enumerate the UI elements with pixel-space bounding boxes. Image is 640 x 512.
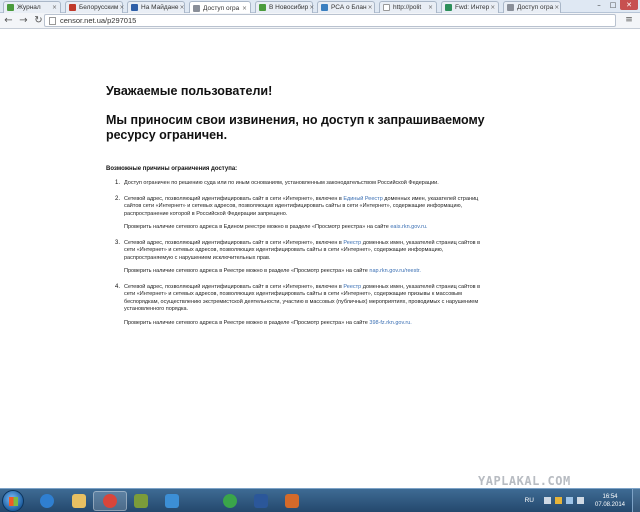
- reason-text: [124, 196, 489, 219]
- menu-icon[interactable]: ≡: [625, 15, 633, 25]
- mail-icon: [223, 494, 237, 508]
- taskbar-explorer[interactable]: [62, 491, 96, 511]
- check-site-link[interactable]: 398-fz.rkn.gov.ru.: [369, 319, 412, 326]
- tab-label: На Майдане: [141, 4, 179, 11]
- address-bar[interactable]: [44, 14, 616, 27]
- network-icon[interactable]: [566, 497, 573, 504]
- close-icon[interactable]: ×: [179, 4, 185, 11]
- start-button[interactable]: [2, 490, 24, 512]
- tab-label: Белорусским: [79, 4, 119, 11]
- browser-toolbar: [0, 13, 640, 29]
- reason-item: [106, 180, 506, 188]
- tab-fwd[interactable]: [441, 1, 499, 13]
- close-icon[interactable]: ×: [309, 4, 315, 11]
- flag-icon[interactable]: [555, 497, 562, 504]
- tab-belorusskim[interactable]: [65, 1, 123, 13]
- reason-number: 1.: [114, 180, 120, 186]
- clock-date: 07.08.2014: [594, 501, 626, 508]
- check-text: Проверить наличие сетевого адреса в Реестре можно в разделе «Просмотр реестра» на сайте: [124, 319, 368, 326]
- window-controls: [592, 0, 638, 10]
- favicon-icon: [69, 4, 76, 11]
- check-site-link[interactable]: eais.rkn.gov.ru.: [390, 224, 428, 230]
- tab-label: В Новосибир: [269, 4, 309, 11]
- registry-link[interactable]: Реестр: [343, 283, 362, 290]
- forward-icon[interactable]: →: [19, 15, 28, 26]
- tab-label: http://polit: [393, 4, 422, 11]
- arrow-up-icon[interactable]: [544, 497, 551, 504]
- registry-link[interactable]: Единый Реестр: [343, 195, 383, 202]
- tab-na-maidane[interactable]: [127, 1, 185, 13]
- taskbar-paint[interactable]: [275, 491, 309, 511]
- reason-body: [124, 240, 489, 276]
- reason-item: [106, 284, 506, 328]
- tab-v-novosibirske[interactable]: [255, 1, 313, 13]
- reason-body: [124, 284, 489, 328]
- tab-label: Журнал: [17, 4, 41, 11]
- close-icon[interactable]: ×: [427, 4, 433, 11]
- close-icon[interactable]: ×: [490, 4, 496, 11]
- taskbar-chrome[interactable]: [93, 491, 127, 511]
- close-icon[interactable]: ×: [367, 4, 373, 11]
- reason-number: 2.: [114, 195, 120, 202]
- reason-item: [106, 196, 506, 232]
- close-icon[interactable]: ×: [241, 4, 247, 12]
- clock-time: 16:54: [602, 493, 618, 500]
- taskbar-ie[interactable]: [30, 491, 64, 511]
- volume-icon[interactable]: [577, 497, 584, 504]
- taskbar-media[interactable]: [124, 491, 158, 511]
- paint-icon: [285, 494, 299, 508]
- maximize-icon[interactable]: □: [609, 1, 617, 9]
- reason-check: [124, 224, 489, 232]
- close-icon[interactable]: ×: [51, 4, 57, 11]
- tab-label: Доступ огра: [203, 4, 240, 12]
- reason-pre: Сетевой адрес, позволяющий идентифицировать сайт в сети «Интернет», включен в: [124, 195, 342, 202]
- reasons-heading: Возможные причины ограничения доступа:: [106, 166, 238, 172]
- clock[interactable]: [588, 493, 632, 509]
- internet-explorer-icon: [40, 494, 54, 508]
- blocked-page: [106, 84, 506, 335]
- favicon-icon: [7, 4, 14, 11]
- word-icon: [254, 494, 268, 508]
- bird-icon: [165, 494, 179, 508]
- folder-icon: [72, 494, 86, 508]
- check-text: Проверить наличие сетевого адреса в Реестре можно в разделе «Просмотр реестра» на сайте: [124, 268, 368, 274]
- show-desktop-button[interactable]: [632, 489, 640, 512]
- tab-label: РСА о Блан: [331, 4, 367, 11]
- page-icon: [383, 4, 390, 11]
- taskbar-word[interactable]: [244, 491, 278, 511]
- taskbar: [0, 488, 640, 512]
- back-icon[interactable]: ←: [4, 15, 13, 26]
- url-text: censor.net.ua/p297015: [60, 16, 137, 25]
- language-indicator[interactable]: RU: [524, 497, 534, 504]
- close-icon[interactable]: ×: [119, 4, 125, 11]
- reason-post: доменных имен, указателей страниц сайтов в сети «Интернет» и сетевых адресов, позволяющих идентифицировать сайты в сети «Интернет», содержащие информацию, распространяемую с нарушением исключительных прав.: [124, 239, 481, 261]
- check-site-link[interactable]: nap.rkn.gov.ru/reestr.: [369, 268, 421, 274]
- page-title: Уважаемые пользователи!: [106, 84, 273, 98]
- minimize-icon[interactable]: –: [597, 1, 601, 9]
- tab-zhurnal[interactable]: [3, 1, 61, 13]
- close-icon[interactable]: ×: [554, 4, 560, 11]
- reload-icon[interactable]: ↻: [34, 15, 43, 26]
- window-close-icon[interactable]: ✕: [620, 0, 638, 10]
- reason-pre: Сетевой адрес, позволяющий идентифицировать сайт в сети «Интернет», включен в: [124, 239, 342, 246]
- page-icon: [49, 17, 56, 25]
- watermark: YAPLAKAL.COM: [478, 474, 571, 488]
- favicon-icon: [193, 5, 200, 12]
- media-icon: [134, 494, 148, 508]
- reason-number: 4.: [114, 283, 120, 290]
- reason-pre: Сетевой адрес, позволяющий идентифицировать сайт в сети «Интернет», включен в: [124, 283, 342, 290]
- system-tray: [525, 489, 640, 512]
- reason-text: [124, 284, 489, 314]
- taskbar-mail[interactable]: [213, 491, 247, 511]
- reason-body: [124, 196, 489, 232]
- tab-bar: [0, 0, 640, 13]
- reasons-list: [106, 180, 506, 327]
- check-text: Проверить наличие сетевого адреса в Едином реестре можно в разделе «Просмотр реестра» на сайте: [124, 224, 389, 230]
- reason-item: [106, 240, 506, 276]
- reason-number: 3.: [114, 239, 120, 246]
- registry-link[interactable]: Реестр: [343, 239, 362, 246]
- page-subtitle: Мы приносим свои извинения, но доступ к запрашиваемому ресурсу ограничен.: [106, 113, 485, 142]
- tab-label: Доступ огра: [517, 4, 554, 11]
- reason-text: Доступ ограничен по решению суда или по иным основаниям, установленным законодательством Российской Федерации.: [124, 180, 439, 186]
- tab-label: Fwd: Интер: [455, 4, 490, 11]
- chrome-icon: [103, 494, 117, 508]
- favicon-icon: [131, 4, 138, 11]
- reason-post: доменных имен, указателей страниц сайтов сети «Интернет» и сетевых адресов, позволяющих идентифицировать сайты в сети «Интернет», содержащие информацию, распространение которой в Российской Федерации запрещено.: [124, 195, 479, 217]
- favicon-icon: [321, 4, 328, 11]
- taskbar-bird[interactable]: [155, 491, 189, 511]
- reason-check: [124, 268, 489, 276]
- tab-dostup-2[interactable]: [503, 1, 561, 13]
- reason-check: [124, 320, 489, 328]
- tab-polit[interactable]: [379, 1, 437, 13]
- favicon-icon: [507, 4, 514, 11]
- reason-post: доменных имен, указателей страниц сайтов в сети «Интернет» и сетевых адресов, позволяющих идентифицировать сайты в сети «Интернет», содержащие призывы к массовым беспорядкам, осуществлению экстремистской деятельности, участию в массовых (публичных) мероприятиях, проводимых с нарушением установленного порядка.: [124, 283, 481, 312]
- tab-rsa[interactable]: [317, 1, 375, 13]
- favicon-icon: [259, 4, 266, 11]
- favicon-icon: [445, 4, 452, 11]
- reason-text: [124, 240, 489, 263]
